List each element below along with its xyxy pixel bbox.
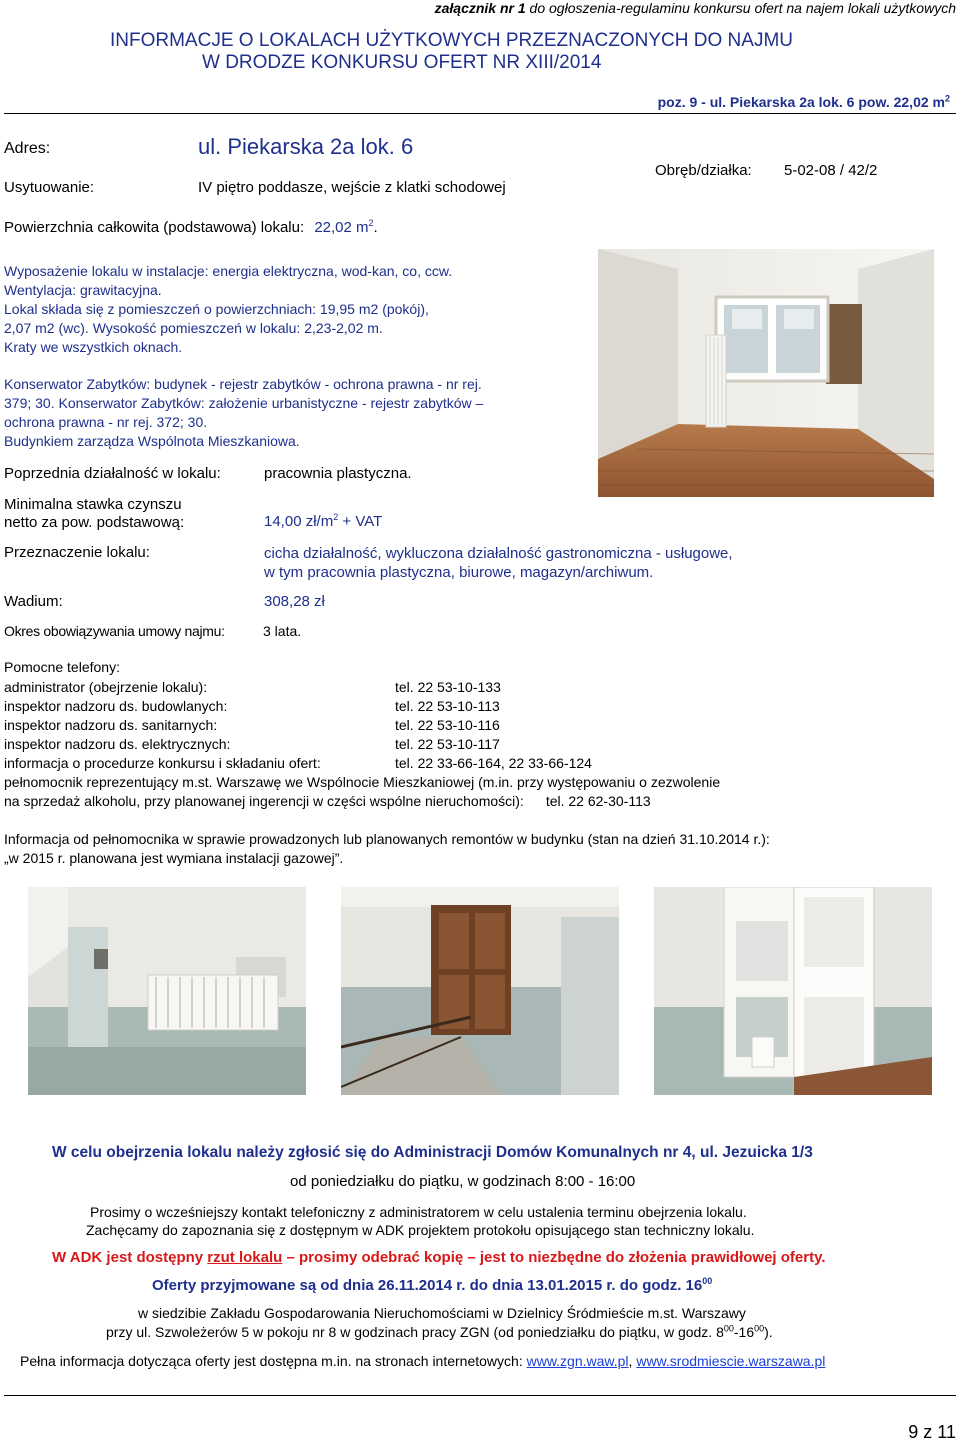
- purpose-line1: cicha działalność, wykluczona działalność gastronomiczna - usługowe,: [264, 545, 733, 562]
- area-dot: .: [373, 219, 378, 236]
- adk-pre: W ADK jest dostępny: [52, 1249, 208, 1266]
- renovation-line2: „w 2015 r. planowana jest wymiana instalacji gazowej”.: [4, 850, 344, 866]
- purpose-value: [264, 544, 733, 582]
- area-value: [314, 219, 373, 236]
- photo-entrance-image: [341, 887, 619, 1095]
- doc-title-line1: INFORMACJE O LOKALACH UŻYTKOWYCH PRZEZNACZONYCH DO NAJMU: [110, 30, 793, 51]
- photo-entrance: [341, 887, 619, 1095]
- visit-info: W celu obejrzenia lokalu należy zgłosić się do Administracji Domów Komunalnych nr 4, ul. Jezuicka 1/3: [52, 1144, 813, 1161]
- parcel-label: Obręb/działka:: [655, 162, 752, 179]
- location-label: Usytuowanie:: [4, 179, 95, 196]
- seat-line2: [106, 1324, 773, 1340]
- contact-line1: Prosimy o wcześniejszy kontakt telefoniczny z administratorem w celu ustalenia terminu obejrzenia lokalu.: [90, 1204, 747, 1220]
- desc-installations: Wyposażenie lokalu w instalacje: energia elektryczna, wod-kan, co, ccw.: [4, 263, 453, 279]
- offers-deadline: [152, 1277, 712, 1294]
- phone-value-electric: tel. 22 53-10-117: [395, 736, 500, 752]
- seat2-sup1: 00: [723, 1323, 734, 1334]
- phone-value-admin: tel. 22 53-10-133: [395, 679, 501, 695]
- visit-hours: od poniedziałku do piątku, w godzinach 8:00 - 16:00: [290, 1173, 636, 1190]
- renovation-info: [4, 830, 770, 868]
- rent-vat: + VAT: [338, 513, 383, 530]
- footer-divider: [4, 1395, 956, 1396]
- rent-label: [4, 496, 184, 532]
- adk-post: – prosimy odebrać kopię – jest to niezbędne do złożenia prawidłowej oferty.: [282, 1249, 826, 1266]
- desc-monument2: 379; 30. Konserwator Zabytków: założenie urbanistyczne - rejestr zabytków –: [4, 395, 484, 411]
- phone-label-admin: administrator (obejrzenie lokalu):: [4, 679, 208, 695]
- web-sep: ,: [628, 1353, 637, 1369]
- photo-bathroom-image: [654, 887, 932, 1095]
- desc-monument1: Konserwator Zabytków: budynek - rejestr zabytków - ochrona prawna - nr rej.: [4, 376, 482, 392]
- web-info: [20, 1353, 825, 1369]
- room-photo: [598, 249, 934, 497]
- renovation-line1: Informacja od pełnomocnika w sprawie prowadzonych lub planowanych remontów w budynku (stan na dzień 31.10.2014 r.):: [4, 831, 770, 847]
- room-photo-image: [598, 249, 934, 497]
- phones-title: Pomocne telefony:: [4, 659, 120, 675]
- phones-labels: [4, 678, 321, 773]
- location-value: IV piętro poddasze, wejście z klatki schodowej: [198, 179, 506, 196]
- prev-activity-value: pracownia plastyczna.: [264, 465, 412, 482]
- prev-activity-label: Poprzednia działalność w lokalu:: [4, 465, 221, 482]
- seat-line1: w siedzibie Zakładu Gospodarowania Nieruchomościami w Dzielnicy Śródmieście m.st. Warszawy: [138, 1305, 746, 1321]
- phone-value-building: tel. 22 53-10-113: [395, 698, 500, 714]
- doc-title-line2: W DRODZE KONKURSU OFERT NR XIII/2014: [202, 52, 602, 73]
- phones-values: [395, 678, 592, 773]
- position-heading: [658, 94, 950, 110]
- phone-label-sanitary: inspektor nadzoru ds. sanitarnych:: [4, 717, 218, 733]
- floor-plan-link[interactable]: rzut lokalu: [207, 1249, 283, 1266]
- rent-sup: 2: [333, 512, 339, 522]
- desc-height: 2,07 m2 (wc). Wysokość pomieszczeń w lokalu: 2,23-2,02 m.: [4, 320, 383, 336]
- annex-bold: załącznik nr 1: [434, 0, 526, 16]
- seat2-mid: -16: [733, 1324, 755, 1340]
- position-sup: 2: [944, 93, 950, 104]
- adk-notice: [52, 1249, 825, 1266]
- contact-line2: Zachęcamy do zapoznania się z dostępnym w ADK projektem protokołu opisującego stan techniczny lokalu.: [86, 1222, 755, 1238]
- annex-rest: do ogłoszenia-regulaminu konkursu ofert na najem lokali użytkowych: [529, 0, 956, 16]
- deposit-value: 308,28 zł: [264, 593, 325, 610]
- rent-number: 14,00 zł/m: [264, 513, 334, 530]
- rent-label-line2: netto za pow. podstawową:: [4, 514, 185, 531]
- desc-rooms: Lokal składa się z pomieszczeń o powierzchniach: 19,95 m2 (pokój),: [4, 301, 429, 317]
- area-sup: 2: [368, 218, 374, 228]
- proxy-info: [4, 773, 720, 811]
- srodmiescie-link[interactable]: www.srodmiescie.warszawa.pl: [636, 1353, 826, 1369]
- zgn-link[interactable]: www.zgn.waw.pl: [526, 1353, 629, 1369]
- web-pre: Pełna informacja dotycząca oferty jest dostępna m.in. na stronach internetowych:: [20, 1353, 527, 1369]
- desc-ventilation: Wentylacja: grawitacyjna.: [4, 282, 162, 298]
- purpose-label: Przeznaczenie lokalu:: [4, 544, 150, 561]
- address-value: ul. Piekarska 2a lok. 6: [198, 134, 414, 159]
- offers-sup: 00: [702, 1276, 713, 1286]
- phone-label-building: inspektor nadzoru ds. budowlanych:: [4, 698, 228, 714]
- area-label: Powierzchnia całkowita (podstawowa) lokalu:: [4, 219, 305, 236]
- seat2-end: ).: [764, 1324, 773, 1340]
- parcel-value: 5-02-08 / 42/2: [784, 162, 878, 179]
- annex-note: [435, 0, 956, 16]
- purpose-line2: w tym pracownia plastyczna, biurowe, magazyn/archiwum.: [264, 564, 654, 581]
- phone-value-procedure: tel. 22 33-66-164, 22 33-66-124: [395, 755, 592, 771]
- photo-bathroom: [654, 887, 932, 1095]
- proxy-line1: pełnomocnik reprezentujący m.st. Warszawę we Wspólnocie Mieszkaniowej (m.in. przy występowaniu o zezwolenie: [4, 774, 721, 790]
- desc-monument3: ochrona prawna - nr rej. 372; 30.: [4, 414, 208, 430]
- lease-term-value: 3 lata.: [263, 623, 302, 639]
- desc-bars: Kraty we wszystkich oknach.: [4, 339, 183, 355]
- lease-term-label: Okres obowiązywania umowy najmu:: [4, 623, 225, 639]
- rent-label-line1: Minimalna stawka czynszu: [4, 496, 182, 513]
- proxy-line2: na sprzedaż alkoholu, przy planowanej ingerencji w części wspólne nieruchomości):: [4, 793, 524, 809]
- phone-value-sanitary: tel. 22 53-10-116: [395, 717, 500, 733]
- address-label: Adres:: [4, 140, 51, 157]
- area-row: [4, 219, 378, 236]
- proxy-phone: tel. 22 62-30-113: [545, 793, 651, 809]
- header-divider: [4, 113, 956, 114]
- offers-text: Oferty przyjmowane są od dnia 26.11.2014 r. do dnia 13.01.2015 r. do godz. 16: [152, 1277, 703, 1294]
- position-text: poz. 9 - ul. Piekarska 2a lok. 6 pow. 22,02 m: [657, 94, 945, 110]
- page-number: 9 z 11: [908, 1422, 956, 1442]
- description: [4, 262, 594, 451]
- photo-hallway: [28, 887, 306, 1095]
- seat2-pre: przy ul. Szwoleżerów 5 w pokoju nr 8 w godzinach pracy ZGN (od poniedziałku do piątku, w godz. 8: [106, 1324, 724, 1340]
- photo-hallway-image: [28, 887, 306, 1095]
- area-number: 22,02 m: [314, 219, 369, 236]
- deposit-label: Wadium:: [4, 593, 63, 610]
- phone-label-electric: inspektor nadzoru ds. elektrycznych:: [4, 736, 231, 752]
- seat2-sup2: 00: [754, 1323, 765, 1334]
- desc-management: Budynkiem zarządza Wspólnota Mieszkaniowa.: [4, 433, 300, 449]
- phone-label-procedure: informacja o procedurze konkursu i składaniu ofert:: [4, 755, 321, 771]
- rent-value: [264, 513, 382, 530]
